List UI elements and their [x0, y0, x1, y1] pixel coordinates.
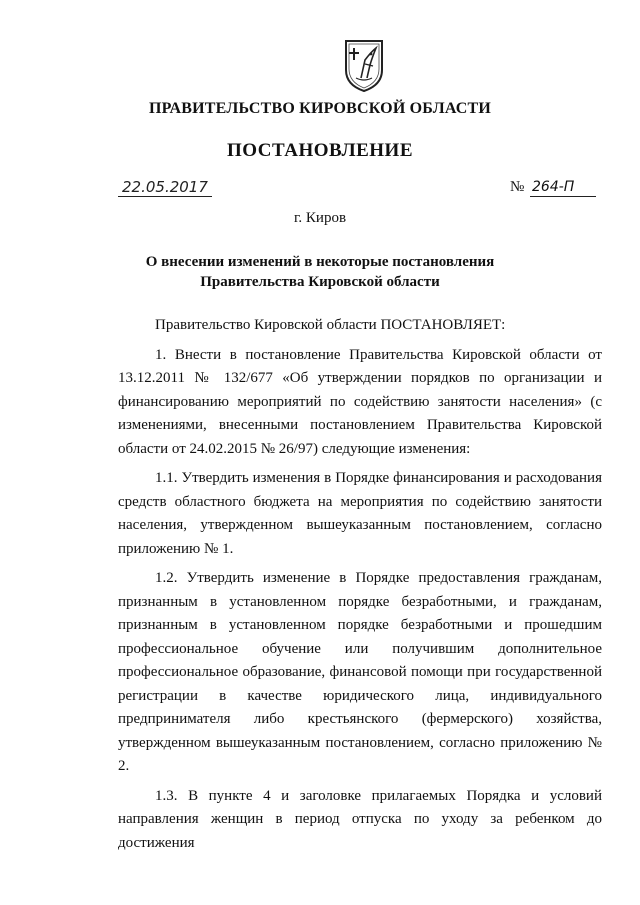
subject-line-2: Правительства Кировской области	[200, 274, 440, 290]
number-prefix: №	[510, 179, 525, 195]
document-date: 22.05.2017	[118, 178, 212, 197]
document-body	[118, 314, 602, 855]
city: г. Киров	[293, 210, 347, 226]
organization-title: ПРАВИТЕЛЬСТВО КИРОВСКОЙ ОБЛАСТИ	[148, 100, 492, 117]
paragraph-1-1: 1.1. Утвердить изменения в Порядке финансирования и расходования средств областного бюджета на мероприятия по содействию занятости населения, утвержденном вышеуказанным постановлением, согласно приложению № 1.	[118, 470, 602, 557]
document-subject	[0, 252, 640, 292]
paragraph-1-2: 1.2. Утвердить изменение в Порядке предоставления гражданам, признанным в установленном порядке безработными, и гражданам, признанным в установленном порядке безработными и прошедшим профессиональное обучение или получившим дополнительное профессиональное образование, финансовой помощи при государственной регистрации в качестве юридического лица, индивидуального предпринимателя либо крестьянского (фермерского) хозяйства, утвержденном вышеуказанным постановлением, согласно приложению № 2.	[118, 570, 602, 774]
resolution-preamble: Правительство Кировской области ПОСТАНОВЛЯЕТ:	[155, 317, 506, 333]
subject-line-1: О внесении изменений в некоторые постановления	[145, 254, 495, 270]
document-number: 264-П	[530, 178, 596, 197]
coat-of-arms-icon	[341, 38, 387, 94]
paragraph-1: 1. Внести в постановление Правительства Кировской области от 13.12.2011 № 132/677 «Об утверждении порядков по организации и финансированию мероприятий по содействию занятости населения» (с изменениями, внесенными постановлением Правительства Кировской области от 24.02.2015 № 26/97) следующие изменения:	[118, 346, 602, 457]
paragraph-1-3: 1.3. В пункте 4 и заголовке прилагаемых Порядка и условий направления женщин в период отпуска по уходу за ребенком до достижения	[118, 787, 602, 851]
document-type: ПОСТАНОВЛЕНИЕ	[226, 140, 414, 161]
